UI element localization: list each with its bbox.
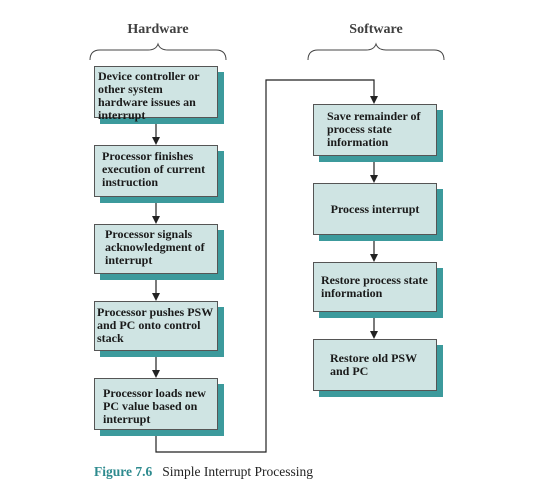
software-step-restore-psw-pc: Restore old PSW and PC [313, 339, 437, 391]
hardware-step-load-pc: Processor loads new PC value based on interrupt [94, 378, 218, 430]
hardware-step-finish-instruction: Processor finishes execution of current instruction [94, 145, 218, 197]
figure-label: Figure 7.6 [94, 464, 153, 479]
hardware-step-acknowledge: Processor signals acknowledgment of interrupt [94, 224, 218, 274]
software-step-restore-state: Restore process state information [313, 262, 437, 312]
hardware-step-push-psw-pc: Processor pushes PSW and PC onto control stack [94, 301, 218, 351]
figure-caption [94, 464, 313, 480]
hardware-column-title: Hardware [127, 22, 189, 37]
figure-title: Simple Interrupt Processing [162, 464, 313, 479]
software-step-save-state: Save remainder of process state information [313, 104, 437, 156]
software-column-title: Software [349, 22, 403, 37]
software-step-process-interrupt: Process interrupt [313, 183, 437, 235]
hardware-step-interrupt-issued: Device controller or other system hardware issues an interrupt [94, 66, 218, 118]
